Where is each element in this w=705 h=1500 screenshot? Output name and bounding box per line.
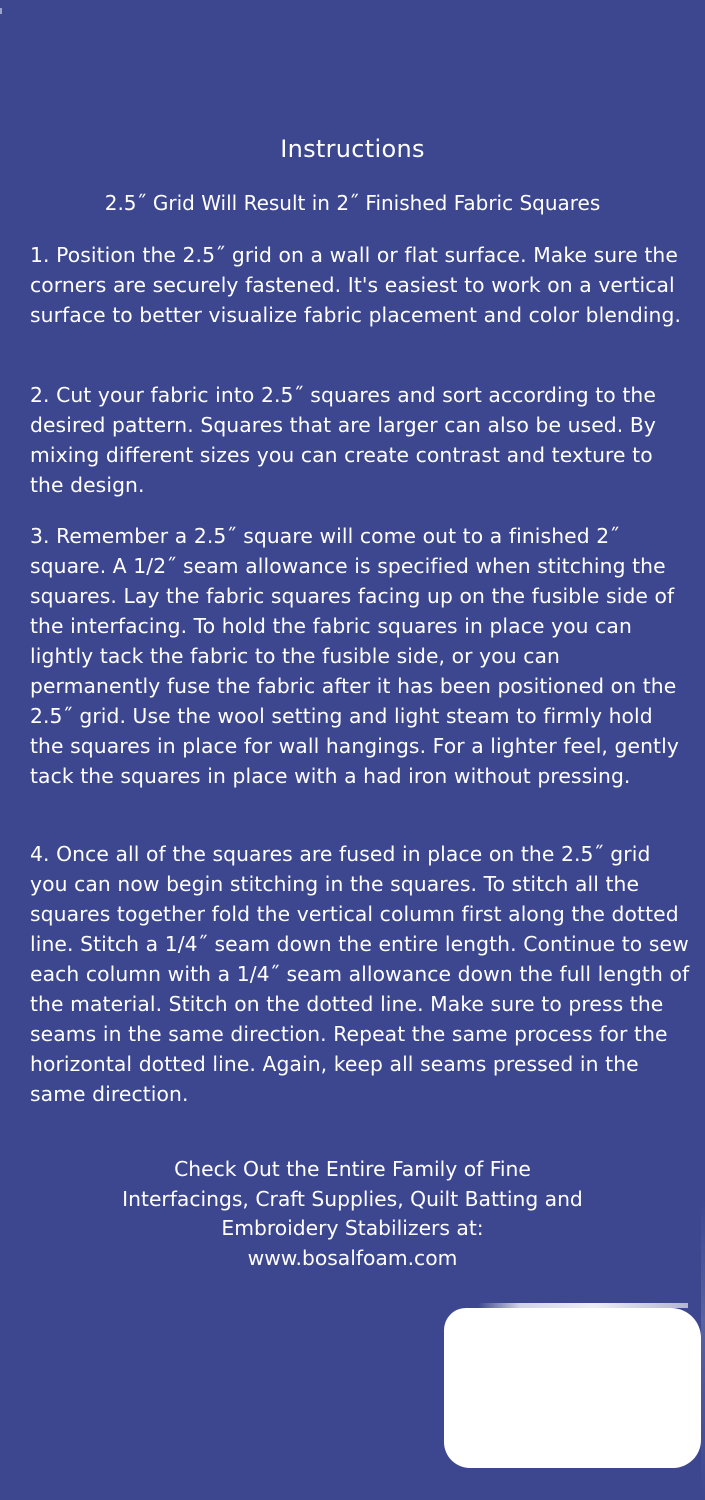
page-title: Instructions	[280, 135, 425, 163]
footer-line-2: Interfacings, Craft Supplies, Quilt Batting and	[122, 1186, 583, 1211]
instruction-step-1: 1. Position the 2.5˝ grid on a wall or flat surface. Make sure the corners are securely fastened. It's easiest to work on a vertical surface to better visualize fabric placement and color blending.	[30, 243, 682, 327]
website-link[interactable]: www.bosalfoam.com	[247, 1245, 458, 1270]
edge-mark	[0, 8, 2, 14]
subtitle: 2.5˝ Grid Will Result in 2˝ Finished Fabric Squares	[104, 191, 601, 215]
instruction-step-4: 4. Once all of the squares are fused in place on the 2.5˝ grid you can now begin stitching in the squares. To stitch all the squares together fold the vertical column first along the dotted line. Stitch a 1/4˝ seam down the entire length. Continue to sew each column with a 1/4˝ seam allowance down the full length of the material. Stitch on the dotted line. Make sure to press the seams in the same direction. Repeat the same process for the horizontal dotted line. Again, keep all seams pressed in the same direction.	[30, 842, 690, 1106]
instruction-step-2: 2. Cut your fabric into 2.5˝ squares and sort according to the desired pattern. Squares that are larger can also be used. By mixing different sizes you can create contrast and texture to the design.	[30, 383, 656, 497]
blank-label-patch	[444, 1308, 701, 1468]
footer-promo	[0, 1155, 705, 1273]
footer-line-1: Check Out the Entire Family of Fine	[174, 1157, 531, 1181]
footer-line-3: Embroidery Stabilizers at:	[221, 1216, 484, 1240]
page-edge	[701, 0, 705, 1500]
instruction-step-3: 3. Remember a 2.5˝ square will come out to a finished 2˝ square. A 1/2˝ seam allowance is specified when stitching the squares. Lay the fabric squares facing up on the fusible side of the interfacing. To hold the fabric squares in place you can lightly tack the fabric to the fusible side, or you can permanently fuse the fabric after it has been positioned on the 2.5˝ grid. Use the wool setting and light steam to firmly hold the squares in place for wall hangings. For a lighter feel, gently tack the squares in place with a had iron without pressing.	[30, 524, 679, 788]
